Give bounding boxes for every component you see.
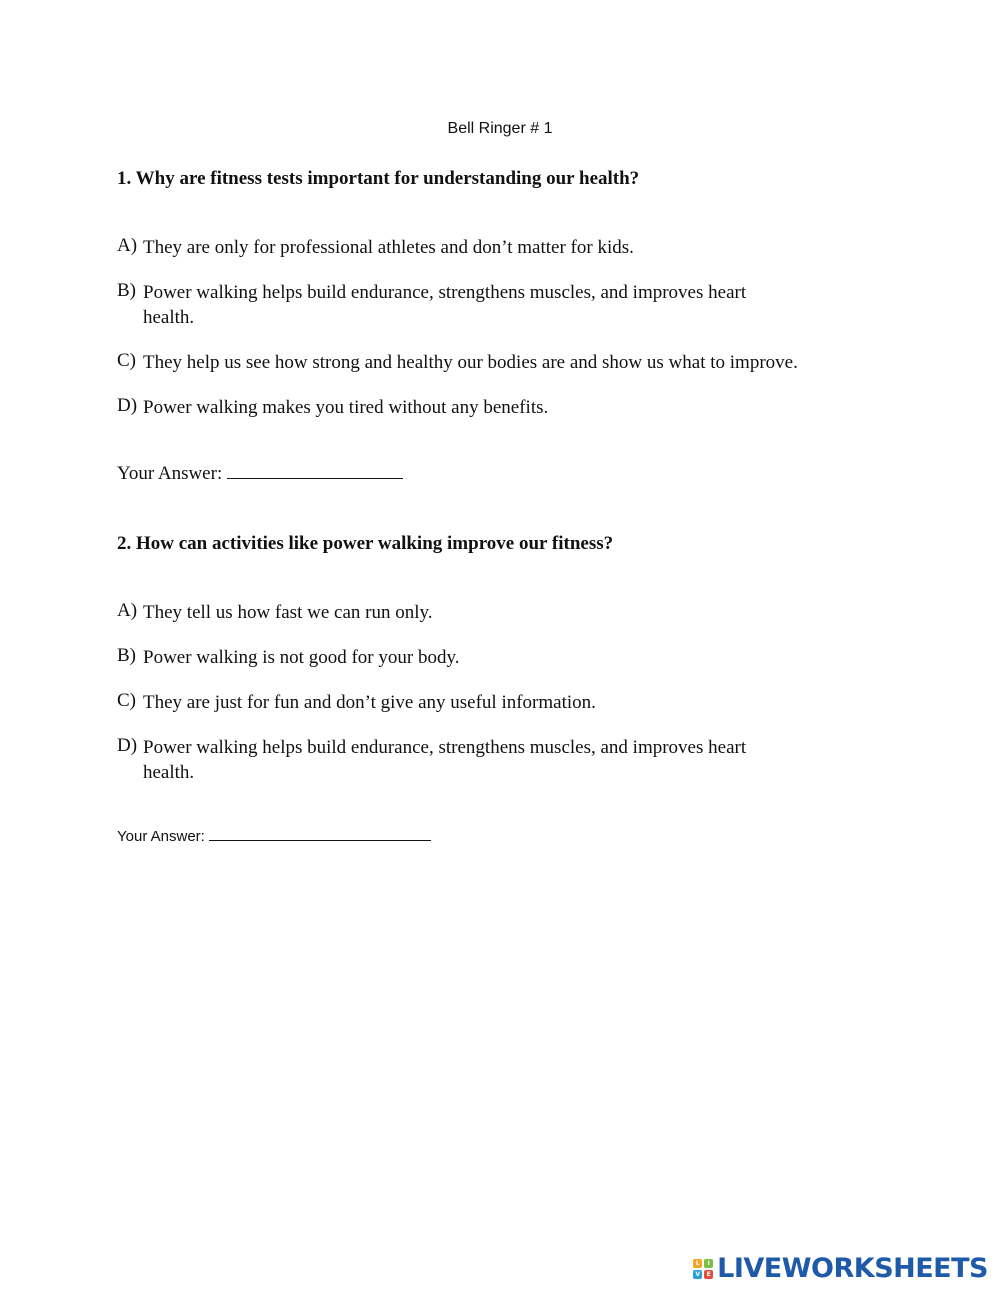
option-letter: A) [117, 235, 138, 256]
option-letter: C) [117, 350, 136, 371]
option-letter: B) [117, 645, 136, 666]
worksheet-title: Bell Ringer # 1 [447, 120, 553, 137]
option-text: They tell us how fast we can run only. [143, 602, 433, 623]
option-text: They are only for professional athletes and don’t matter for kids. [143, 237, 634, 258]
answer-label: Your Answer: [117, 463, 223, 484]
answer-blank-field[interactable] [227, 477, 403, 479]
answer-blank-field[interactable] [209, 839, 431, 841]
option-letter: D) [117, 735, 138, 756]
option-letter: C) [117, 690, 136, 711]
question-1-option-c [117, 350, 857, 375]
question-2-prompt: 2. How can activities like power walking improve our fitness? [117, 533, 614, 554]
question-1-option-d [117, 395, 837, 420]
logo-wordmark: LIVEWORKSHEETS [717, 1253, 988, 1284]
option-letter: B) [117, 280, 136, 301]
logo-mark-tile: L [693, 1259, 702, 1268]
answer-label: Your Answer: [117, 828, 205, 845]
option-text: They help us see how strong and healthy our bodies are and show us what to improve. [143, 352, 798, 373]
question-2-option-c [117, 690, 837, 715]
question-2-option-a [117, 600, 837, 625]
logo-mark-icon [693, 1259, 713, 1279]
question-1-answer [117, 463, 403, 485]
question-2-option-d [117, 735, 777, 785]
question-1-prompt: 1. Why are fitness tests important for understanding our health? [117, 168, 640, 189]
option-text: Power walking helps build endurance, strengthens muscles, and improves heart health. [143, 737, 747, 783]
option-text: Power walking is not good for your body. [143, 647, 460, 668]
logo-mark-tile: V [693, 1270, 702, 1279]
logo-mark-tile: E [704, 1270, 713, 1279]
question-1-option-a [117, 235, 837, 260]
logo-mark-tile: I [704, 1259, 713, 1268]
question-2-option-b [117, 645, 837, 670]
liveworksheets-logo [693, 1253, 988, 1284]
option-text: Power walking makes you tired without any benefits. [143, 397, 549, 418]
option-letter: D) [117, 395, 138, 416]
option-text: Power walking helps build endurance, strengthens muscles, and improves heart health. [143, 282, 747, 328]
option-letter: A) [117, 600, 138, 621]
question-1-option-b [117, 280, 777, 330]
question-2-answer [117, 828, 431, 845]
option-text: They are just for fun and don’t give any useful information. [143, 692, 596, 713]
